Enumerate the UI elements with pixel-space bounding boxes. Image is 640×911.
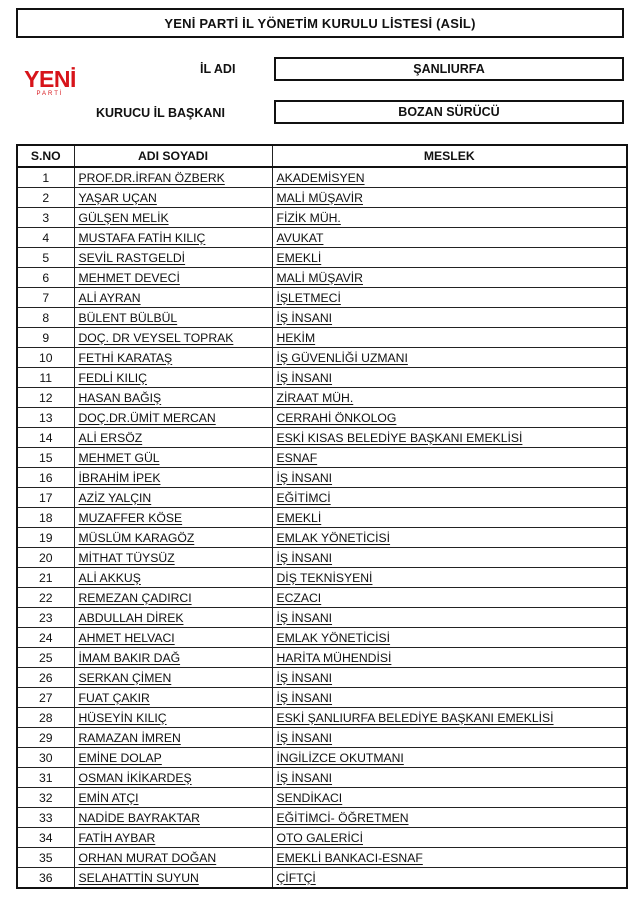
table-row (17, 428, 627, 448)
il-adi-label: İL ADI (200, 62, 236, 76)
baskan-value: BOZAN SÜRÜCÜ (274, 100, 624, 124)
table-row (17, 188, 627, 208)
member-name: AHMET HELVACI (74, 628, 272, 648)
row-number: 5 (17, 248, 74, 268)
member-occupation: MALİ MÜŞAVİR (272, 188, 627, 208)
row-number: 30 (17, 748, 74, 768)
member-name: NADİDE BAYRAKTAR (74, 808, 272, 828)
row-number: 24 (17, 628, 74, 648)
row-number: 25 (17, 648, 74, 668)
member-occupation: ZİRAAT MÜH. (272, 388, 627, 408)
member-occupation: SENDİKACI (272, 788, 627, 808)
member-name: FEDLİ KILIÇ (74, 368, 272, 388)
member-name: İMAM BAKIR DAĞ (74, 648, 272, 668)
member-name: PROF.DR.İRFAN ÖZBERK (74, 167, 272, 188)
document-title: YENİ PARTİ İL YÖNETİM KURULU LİSTESİ (ASİL) (16, 8, 624, 38)
row-number: 18 (17, 508, 74, 528)
table-row (17, 488, 627, 508)
row-number: 31 (17, 768, 74, 788)
row-number: 27 (17, 688, 74, 708)
member-name: RAMAZAN İMREN (74, 728, 272, 748)
member-occupation: EMEKLİ BANKACI-ESNAF (272, 848, 627, 868)
member-occupation: ESKİ ŞANLIURFA BELEDİYE BAŞKANI EMEKLİSİ (272, 708, 627, 728)
member-name: ALİ AKKUŞ (74, 568, 272, 588)
row-number: 9 (17, 328, 74, 348)
member-name: OSMAN İKİKARDEŞ (74, 768, 272, 788)
table-row (17, 608, 627, 628)
table-row (17, 648, 627, 668)
table-row (17, 568, 627, 588)
member-name: MUZAFFER KÖSE (74, 508, 272, 528)
table-row (17, 528, 627, 548)
member-name: SELAHATTİN SUYUN (74, 868, 272, 889)
member-occupation: İŞ İNSANI (272, 688, 627, 708)
member-occupation: İŞLETMECİ (272, 288, 627, 308)
table-row (17, 208, 627, 228)
member-table (16, 144, 628, 889)
member-name: EMİNE DOLAP (74, 748, 272, 768)
table-row (17, 348, 627, 368)
member-name: GÜLŞEN MELİK (74, 208, 272, 228)
member-occupation: FİZİK MÜH. (272, 208, 627, 228)
member-name: SEVİL RASTGELDİ (74, 248, 272, 268)
table-row (17, 708, 627, 728)
table-row (17, 268, 627, 288)
member-occupation: AKADEMİSYEN (272, 167, 627, 188)
table-row (17, 308, 627, 328)
member-occupation: ESNAF (272, 448, 627, 468)
table-row (17, 628, 627, 648)
row-number: 3 (17, 208, 74, 228)
row-number: 10 (17, 348, 74, 368)
row-number: 1 (17, 167, 74, 188)
member-name: BÜLENT BÜLBÜL (74, 308, 272, 328)
row-number: 14 (17, 428, 74, 448)
row-number: 26 (17, 668, 74, 688)
member-name: ALİ ERSÖZ (74, 428, 272, 448)
row-number: 12 (17, 388, 74, 408)
member-occupation: AVUKAT (272, 228, 627, 248)
table-row (17, 508, 627, 528)
member-occupation: İŞ İNSANI (272, 468, 627, 488)
row-number: 8 (17, 308, 74, 328)
logo-text: YENİ (24, 66, 76, 92)
member-occupation: EĞİTİMCİ (272, 488, 627, 508)
table-row (17, 468, 627, 488)
member-name: ABDULLAH DİREK (74, 608, 272, 628)
table-row (17, 768, 627, 788)
member-name: MİTHAT TÜYSÜZ (74, 548, 272, 568)
member-occupation: HEKİM (272, 328, 627, 348)
table-row (17, 368, 627, 388)
row-number: 6 (17, 268, 74, 288)
member-occupation: İNGİLİZCE OKUTMANI (272, 748, 627, 768)
member-occupation: İŞ İNSANI (272, 548, 627, 568)
member-name: SERKAN ÇİMEN (74, 668, 272, 688)
member-name: MÜSLÜM KARAGÖZ (74, 528, 272, 548)
row-number: 16 (17, 468, 74, 488)
row-number: 23 (17, 608, 74, 628)
member-occupation: İŞ İNSANI (272, 668, 627, 688)
member-occupation: EMLAK YÖNETİCİSİ (272, 528, 627, 548)
column-header-name: ADI SOYADI (74, 145, 272, 167)
table-row (17, 328, 627, 348)
baskan-label: KURUCU İL BAŞKANI (96, 106, 225, 120)
row-number: 36 (17, 868, 74, 889)
member-occupation: İŞ İNSANI (272, 368, 627, 388)
table-row (17, 808, 627, 828)
row-number: 22 (17, 588, 74, 608)
row-number: 21 (17, 568, 74, 588)
table-row (17, 868, 627, 889)
member-name: MUSTAFA FATİH KILIÇ (74, 228, 272, 248)
member-occupation: ESKİ KISAS BELEDİYE BAŞKANI EMEKLİSİ (272, 428, 627, 448)
row-number: 28 (17, 708, 74, 728)
member-occupation: İŞ GÜVENLİĞİ UZMANI (272, 348, 627, 368)
table-row (17, 248, 627, 268)
party-logo (20, 68, 80, 98)
member-name: FATİH AYBAR (74, 828, 272, 848)
member-occupation: MALİ MÜŞAVİR (272, 268, 627, 288)
member-name: ALİ AYRAN (74, 288, 272, 308)
member-occupation: ÇİFTÇİ (272, 868, 627, 889)
table-row (17, 388, 627, 408)
row-number: 20 (17, 548, 74, 568)
il-adi-value: ŞANLIURFA (274, 57, 624, 81)
member-occupation: İŞ İNSANI (272, 608, 627, 628)
column-header-job: MESLEK (272, 145, 627, 167)
table-row (17, 668, 627, 688)
member-name: HÜSEYİN KILIÇ (74, 708, 272, 728)
table-row (17, 288, 627, 308)
table-row (17, 688, 627, 708)
member-occupation: İŞ İNSANI (272, 768, 627, 788)
member-name: EMİN ATÇI (74, 788, 272, 808)
member-occupation: İŞ İNSANI (272, 728, 627, 748)
row-number: 32 (17, 788, 74, 808)
row-number: 34 (17, 828, 74, 848)
member-occupation: ECZACI (272, 588, 627, 608)
member-occupation: EMEKLİ (272, 508, 627, 528)
member-name: ORHAN MURAT DOĞAN (74, 848, 272, 868)
member-name: YAŞAR UÇAN (74, 188, 272, 208)
table-row (17, 848, 627, 868)
table-body (17, 167, 627, 888)
member-name: İBRAHİM İPEK (74, 468, 272, 488)
logo-subtext: PARTİ (36, 91, 64, 97)
row-number: 29 (17, 728, 74, 748)
table-row (17, 167, 627, 188)
member-occupation: EĞİTİMCİ- ÖĞRETMEN (272, 808, 627, 828)
member-name: FUAT ÇAKIR (74, 688, 272, 708)
member-name: DOÇ.DR.ÜMİT MERCAN (74, 408, 272, 428)
member-occupation: HARİTA MÜHENDİSİ (272, 648, 627, 668)
row-number: 35 (17, 848, 74, 868)
member-name: AZİZ YALÇIN (74, 488, 272, 508)
table-row (17, 828, 627, 848)
table-row (17, 448, 627, 468)
member-occupation: EMEKLİ (272, 248, 627, 268)
member-occupation: DİŞ TEKNİSYENİ (272, 568, 627, 588)
table-header-row (17, 145, 627, 167)
column-header-sno: S.NO (17, 145, 74, 167)
row-number: 19 (17, 528, 74, 548)
row-number: 7 (17, 288, 74, 308)
table-row (17, 228, 627, 248)
member-name: HASAN BAĞIŞ (74, 388, 272, 408)
row-number: 11 (17, 368, 74, 388)
member-name: MEHMET GÜL (74, 448, 272, 468)
row-number: 33 (17, 808, 74, 828)
table-row (17, 408, 627, 428)
member-name: REMEZAN ÇADIRCI (74, 588, 272, 608)
table-row (17, 588, 627, 608)
row-number: 15 (17, 448, 74, 468)
row-number: 17 (17, 488, 74, 508)
member-name: MEHMET DEVECİ (74, 268, 272, 288)
member-occupation: CERRAHİ ÖNKOLOG (272, 408, 627, 428)
table-row (17, 788, 627, 808)
member-occupation: OTO GALERİCİ (272, 828, 627, 848)
member-occupation: EMLAK YÖNETİCİSİ (272, 628, 627, 648)
table-row (17, 748, 627, 768)
member-name: FETHİ KARATAŞ (74, 348, 272, 368)
row-number: 13 (17, 408, 74, 428)
row-number: 4 (17, 228, 74, 248)
table-row (17, 548, 627, 568)
member-name: DOÇ. DR VEYSEL TOPRAK (74, 328, 272, 348)
member-occupation: İŞ İNSANI (272, 308, 627, 328)
row-number: 2 (17, 188, 74, 208)
table-row (17, 728, 627, 748)
